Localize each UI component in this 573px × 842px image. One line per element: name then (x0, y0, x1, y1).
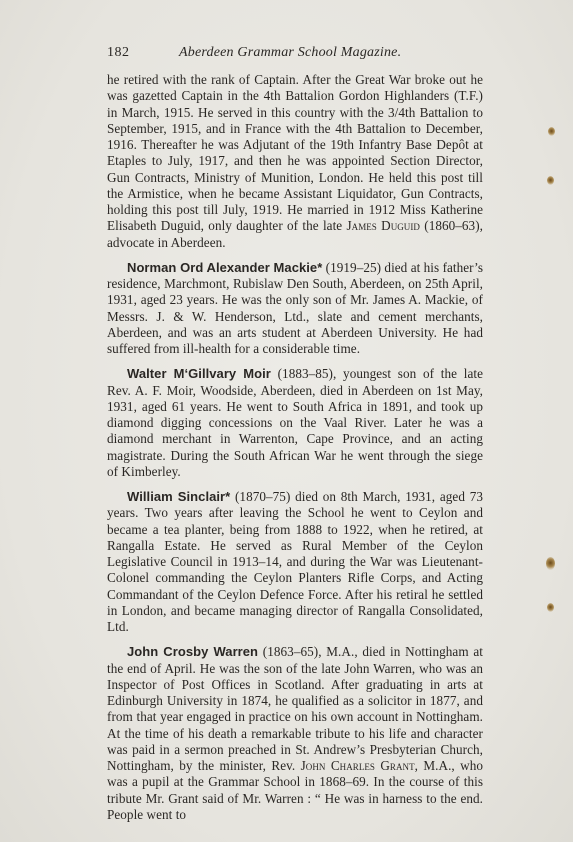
person-name-smallcaps: John Charles Grant (300, 758, 415, 773)
obituary-name: John Crosby Warren (127, 644, 259, 660)
paragraph-continuation (107, 72, 483, 251)
page-number: 182 (107, 45, 130, 60)
obituary-sinclair (107, 489, 483, 635)
obituary-mackie (107, 260, 483, 358)
running-title: Aberdeen Grammar School Magazine. (179, 45, 402, 60)
foxing-spot (546, 557, 555, 570)
foxing-spot (547, 176, 554, 185)
obituary-text: (1883–85), youngest son of the late Rev. A. F. Moir, Woodside, Aberdeen, died in Aberdeen on 1st May, 1931, aged 61 years. He went to South Africa in 1891, and took up diamond digging concessions on the Vaal River. Later he was a diamond merchant in Warrenton, Cape Province, and an acting magistrate. During the South African War he went through the siege of Kimberley. (107, 366, 483, 479)
obituary-warren (107, 644, 483, 823)
foxing-spot (547, 603, 554, 612)
obituary-text: (1863–65), M.A., died in Nottingham at the end of April. He was the son of the late John Warren, who was an Inspector of Post Offices in Scotland. After graduating in arts at Edinburgh University in 1874, he qualified as a solicitor in 1877, and from that year engaged in practice on his own account in Nottingham. At the time of his death a remarkable tribute to his life and character was paid in a sermon preached in St. Andrew’s Presbyterian Church, Nottingham, by the minister, Rev. (107, 644, 483, 773)
page-header (107, 44, 482, 62)
obituary-text: (1919–25) died at his father’s residence, Marchmont, Rubislaw Den South, Aberdeen, on 25th April, 1931, aged 23 years. He was the only son of Mr. James A. Mackie, of Messrs. J. & W. Henderson, Ltd., slate and cement merchants, Aberdeen, and was an arts student at Aberdeen University. He had suffered from ill-health for a considerable time. (107, 259, 483, 356)
obituary-name: Norman Ord Alexander Mackie* (127, 259, 323, 275)
obituary-moir (107, 366, 483, 480)
obituary-text: , M.A., who was a pupil at the Grammar School in 1868–69. In the course of this tribute Mr. Grant said of Mr. Warren : “ He was in harness to the end. People went to (107, 758, 483, 822)
paragraph-text: he retired with the rank of Captain. After the Great War broke out he was gazetted Captain in the 4th Battalion Gordon Highlanders (T.F.) in March, 1915. He served in this country with the 3/4th Battalion to September, 1915, and in France with the 4th Battalion to December, 1916. Thereafter he was Adjutant of the 19th Infantry Base Depôt at Etaples to July, 1917, and then he was appointed Section Director, Gun Contracts, Ministry of Munition, London. He held this post till the Armistice, when he became Assistant Liquidator, Gun Contracts, holding this post till July, 1919. He married in 1912 Miss Katherine Elisabeth Duguid, only daughter of the late (107, 72, 483, 234)
obituary-text: (1870–75) died on 8th March, 1931, aged 73 years. Two years after leaving the School he went to Ceylon and became a tea planter, being from 1888 to 1922, when he retired, at Rangalla Estate. He served as Rural Member of the Ceylon Legislative Council in 1913–14, and during the War was Lieutenant-Colonel commanding the Ceylon Planters Rifle Corps, and Acting Commandant of the Ceylon Defence Force. After his retiral he settled in London, and became managing director of Rangalla Consolidated, Ltd. (107, 489, 483, 634)
article-body (107, 72, 483, 832)
obituary-name: Walter M‘Gillvary Moir (127, 366, 271, 382)
obituary-name: William Sinclair* (127, 489, 231, 504)
foxing-spot (548, 127, 555, 136)
person-name-smallcaps: James Duguid (346, 218, 420, 234)
paragraph-text: (1860–63), advocate in Aberdeen. (107, 218, 483, 250)
